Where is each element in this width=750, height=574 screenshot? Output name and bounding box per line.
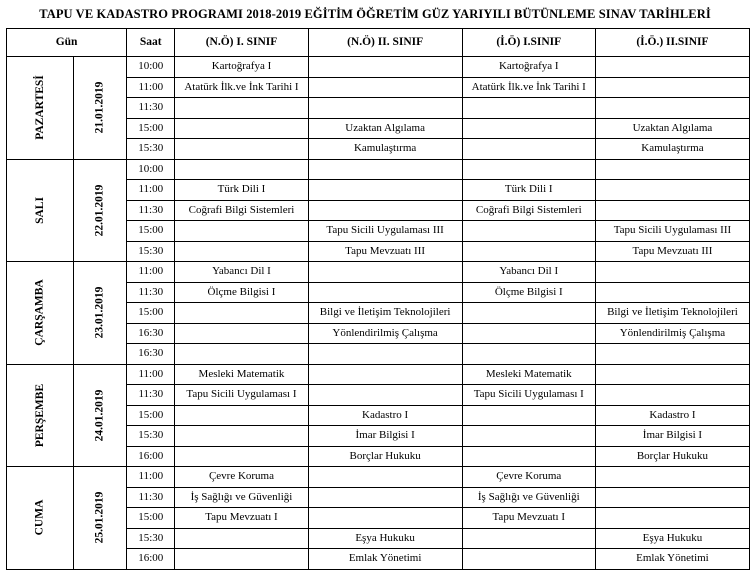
time-cell: 16:30 xyxy=(127,323,175,344)
day-date-cell xyxy=(74,364,127,467)
course-cell-col3: Çevre Koruma xyxy=(462,467,595,488)
table-row xyxy=(7,467,750,488)
course-cell-col3 xyxy=(462,221,595,242)
course-cell-col2: Uzaktan Algılama xyxy=(308,118,462,139)
course-cell-col2 xyxy=(308,57,462,78)
course-cell-col4 xyxy=(595,487,749,508)
course-cell-col3: Atatürk İlk.ve İnk Tarihi I xyxy=(462,77,595,98)
course-cell-col2: Tapu Mevzuatı III xyxy=(308,241,462,262)
course-cell-col2 xyxy=(308,385,462,406)
course-cell-col4 xyxy=(595,344,749,365)
course-cell-col3 xyxy=(462,549,595,570)
course-cell-col4 xyxy=(595,200,749,221)
course-cell-col1: Türk Dili I xyxy=(175,180,308,201)
table-row xyxy=(7,159,750,180)
course-cell-col2: Kadastro I xyxy=(308,405,462,426)
course-cell-col4 xyxy=(595,57,749,78)
time-cell: 11:30 xyxy=(127,385,175,406)
course-cell-col2: İmar Bilgisi I xyxy=(308,426,462,447)
course-cell-col2: Kamulaştırma xyxy=(308,139,462,160)
time-cell: 15:30 xyxy=(127,528,175,549)
day-date: 23.01.2019 xyxy=(93,286,106,339)
table-row xyxy=(7,57,750,78)
time-cell: 11:00 xyxy=(127,364,175,385)
day-date: 22.01.2019 xyxy=(93,184,106,237)
day-name-cell xyxy=(7,262,74,365)
course-cell-col4: Yönlendirilmiş Çalışma xyxy=(595,323,749,344)
course-cell-col1: Mesleki Matematik xyxy=(175,364,308,385)
time-cell: 15:00 xyxy=(127,118,175,139)
course-cell-col3: Türk Dili I xyxy=(462,180,595,201)
time-cell: 10:00 xyxy=(127,57,175,78)
course-cell-col1: Kartoğrafya I xyxy=(175,57,308,78)
time-cell: 15:30 xyxy=(127,241,175,262)
day-name-cell xyxy=(7,57,74,160)
course-cell-col1: Çevre Koruma xyxy=(175,467,308,488)
course-cell-col4 xyxy=(595,467,749,488)
course-cell-col3 xyxy=(462,426,595,447)
course-cell-col3 xyxy=(462,241,595,262)
course-cell-col4: Emlak Yönetimi xyxy=(595,549,749,570)
course-cell-col3: Kartoğrafya I xyxy=(462,57,595,78)
header-time: Saat xyxy=(127,29,175,57)
header-day: Gün xyxy=(7,29,127,57)
day-name: PAZARTESİ xyxy=(33,75,46,141)
time-cell: 15:00 xyxy=(127,221,175,242)
course-cell-col1: Tapu Mevzuatı I xyxy=(175,508,308,529)
time-cell: 10:00 xyxy=(127,159,175,180)
time-cell: 16:00 xyxy=(127,446,175,467)
course-cell-col1: Atatürk İlk.ve İnk Tarihi I xyxy=(175,77,308,98)
time-cell: 15:30 xyxy=(127,139,175,160)
course-cell-col4 xyxy=(595,262,749,283)
course-cell-col1 xyxy=(175,323,308,344)
course-cell-col4: Uzaktan Algılama xyxy=(595,118,749,139)
course-cell-col4: Kamulaştırma xyxy=(595,139,749,160)
course-cell-col4: Kadastro I xyxy=(595,405,749,426)
day-date-cell xyxy=(74,262,127,365)
course-cell-col3 xyxy=(462,446,595,467)
course-cell-col3 xyxy=(462,159,595,180)
course-cell-col4: Tapu Mevzuatı III xyxy=(595,241,749,262)
schedule-body xyxy=(7,57,750,570)
time-cell: 15:00 xyxy=(127,303,175,324)
exam-schedule-table xyxy=(6,28,750,570)
course-cell-col1 xyxy=(175,405,308,426)
time-cell: 11:00 xyxy=(127,262,175,283)
time-cell: 11:00 xyxy=(127,77,175,98)
header-col2: (N.Ö) II. SINIF xyxy=(308,29,462,57)
course-cell-col3: Tapu Mevzuatı I xyxy=(462,508,595,529)
course-cell-col2 xyxy=(308,180,462,201)
course-cell-col3: İş Sağlığı ve Güvenliği xyxy=(462,487,595,508)
course-cell-col1 xyxy=(175,303,308,324)
table-row xyxy=(7,364,750,385)
course-cell-col1: Tapu Sicili Uygulaması I xyxy=(175,385,308,406)
course-cell-col1 xyxy=(175,528,308,549)
course-cell-col2 xyxy=(308,282,462,303)
time-cell: 15:00 xyxy=(127,405,175,426)
course-cell-col1 xyxy=(175,159,308,180)
course-cell-col1: İş Sağlığı ve Güvenliği xyxy=(175,487,308,508)
course-cell-col2 xyxy=(308,508,462,529)
course-cell-col3: Coğrafi Bilgi Sistemleri xyxy=(462,200,595,221)
course-cell-col2 xyxy=(308,487,462,508)
day-name: ÇARŞAMBA xyxy=(33,279,46,346)
course-cell-col3 xyxy=(462,98,595,119)
time-cell: 11:30 xyxy=(127,98,175,119)
course-cell-col2 xyxy=(308,98,462,119)
course-cell-col2: Yönlendirilmiş Çalışma xyxy=(308,323,462,344)
course-cell-col1 xyxy=(175,426,308,447)
time-cell: 11:30 xyxy=(127,282,175,303)
day-date-cell xyxy=(74,467,127,570)
day-name-cell xyxy=(7,364,74,467)
course-cell-col4 xyxy=(595,508,749,529)
course-cell-col4 xyxy=(595,364,749,385)
header-col1: (N.Ö) I. SINIF xyxy=(175,29,308,57)
course-cell-col4: İmar Bilgisi I xyxy=(595,426,749,447)
course-cell-col2: Bilgi ve İletişim Teknolojileri xyxy=(308,303,462,324)
course-cell-col4: Borçlar Hukuku xyxy=(595,446,749,467)
course-cell-col4 xyxy=(595,385,749,406)
course-cell-col1 xyxy=(175,98,308,119)
time-cell: 15:30 xyxy=(127,426,175,447)
course-cell-col3: Ölçme Bilgisi I xyxy=(462,282,595,303)
course-cell-col1 xyxy=(175,446,308,467)
course-cell-col2 xyxy=(308,344,462,365)
day-name: PERŞEMBE xyxy=(33,383,46,447)
course-cell-col3: Mesleki Matematik xyxy=(462,364,595,385)
page-title: TAPU VE KADASTRO PROGRAMI 2018-2019 EĞİTİM ÖĞRETİM GÜZ YARIYILI BÜTÜNLEME SINAV TARİHLERİ xyxy=(39,7,711,21)
course-cell-col4 xyxy=(595,98,749,119)
course-cell-col2: Eşya Hukuku xyxy=(308,528,462,549)
day-date: 21.01.2019 xyxy=(93,81,106,134)
course-cell-col1: Coğrafi Bilgi Sistemleri xyxy=(175,200,308,221)
course-cell-col2 xyxy=(308,467,462,488)
header-col4: (İ.Ö.) II.SINIF xyxy=(595,29,749,57)
course-cell-col2 xyxy=(308,364,462,385)
table-row xyxy=(7,262,750,283)
time-cell: 16:00 xyxy=(127,549,175,570)
course-cell-col2: Emlak Yönetimi xyxy=(308,549,462,570)
course-cell-col2: Borçlar Hukuku xyxy=(308,446,462,467)
course-cell-col3 xyxy=(462,528,595,549)
course-cell-col3: Tapu Sicili Uygulaması I xyxy=(462,385,595,406)
time-cell: 11:30 xyxy=(127,487,175,508)
course-cell-col1 xyxy=(175,139,308,160)
course-cell-col1: Ölçme Bilgisi I xyxy=(175,282,308,303)
course-cell-col2 xyxy=(308,159,462,180)
time-cell: 11:00 xyxy=(127,180,175,201)
day-date: 24.01.2019 xyxy=(93,389,106,442)
time-cell: 11:00 xyxy=(127,467,175,488)
course-cell-col3: Yabancı Dil I xyxy=(462,262,595,283)
day-name: CUMA xyxy=(33,499,46,536)
time-cell: 15:00 xyxy=(127,508,175,529)
course-cell-col2 xyxy=(308,262,462,283)
course-cell-col1 xyxy=(175,344,308,365)
course-cell-col3 xyxy=(462,303,595,324)
day-name-cell xyxy=(7,159,74,262)
course-cell-col3 xyxy=(462,323,595,344)
course-cell-col4 xyxy=(595,180,749,201)
course-cell-col2 xyxy=(308,77,462,98)
time-cell: 16:30 xyxy=(127,344,175,365)
course-cell-col2: Tapu Sicili Uygulaması III xyxy=(308,221,462,242)
course-cell-col3 xyxy=(462,405,595,426)
course-cell-col4: Eşya Hukuku xyxy=(595,528,749,549)
header-row xyxy=(7,29,750,57)
course-cell-col4 xyxy=(595,77,749,98)
day-date-cell xyxy=(74,159,127,262)
day-name-cell xyxy=(7,467,74,570)
header-col3: (İ.Ö) I.SINIF xyxy=(462,29,595,57)
course-cell-col4: Bilgi ve İletişim Teknolojileri xyxy=(595,303,749,324)
course-cell-col4 xyxy=(595,159,749,180)
course-cell-col3 xyxy=(462,344,595,365)
day-name: SALI xyxy=(33,196,46,224)
course-cell-col1: Yabancı Dil I xyxy=(175,262,308,283)
course-cell-col4 xyxy=(595,282,749,303)
course-cell-col4: Tapu Sicili Uygulaması III xyxy=(595,221,749,242)
course-cell-col1 xyxy=(175,241,308,262)
day-date: 25.01.2019 xyxy=(93,491,106,544)
time-cell: 11:30 xyxy=(127,200,175,221)
course-cell-col3 xyxy=(462,118,595,139)
course-cell-col2 xyxy=(308,200,462,221)
course-cell-col1 xyxy=(175,221,308,242)
course-cell-col3 xyxy=(462,139,595,160)
day-date-cell xyxy=(74,57,127,160)
course-cell-col1 xyxy=(175,549,308,570)
course-cell-col1 xyxy=(175,118,308,139)
